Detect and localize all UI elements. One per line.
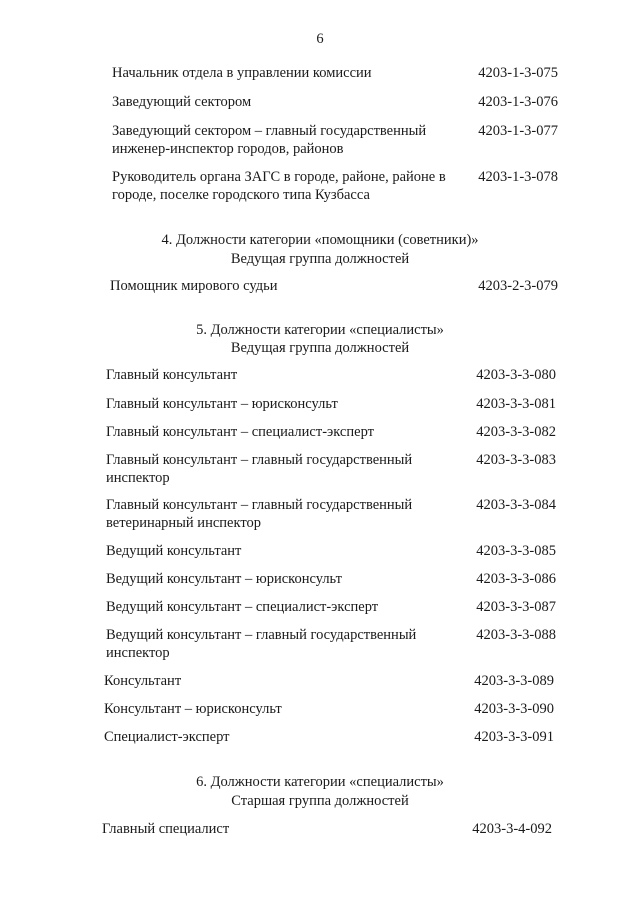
position-row: [112, 64, 558, 82]
position-row: [112, 122, 558, 158]
position-title: Главный консультант – главный государственный ветеринарный инспектор: [106, 497, 413, 531]
position-row: [106, 626, 556, 662]
position-row: [112, 93, 558, 111]
position-title: Ведущий консультант: [106, 543, 242, 559]
position-title: Ведущий консультант – юрисконсульт: [106, 571, 342, 587]
position-title: Главный консультант – главный государственный инспектор: [106, 452, 413, 486]
section-heading: 5. Должности категории «специалисты»: [196, 322, 444, 338]
position-code: 4203-3-3-080: [476, 367, 556, 383]
section-heading: 6. Должности категории «специалисты»: [196, 774, 444, 790]
position-title: Заведующий сектором: [112, 94, 252, 110]
section-heading: 4. Должности категории «помощники (советники)»: [161, 232, 479, 248]
position-code: 4203-3-3-082: [476, 424, 556, 440]
position-title: Консультант – юрисконсульт: [104, 701, 282, 717]
position-title: Главный консультант – специалист-эксперт: [106, 424, 374, 440]
position-code: 4203-3-3-086: [476, 571, 556, 587]
position-row: [112, 168, 558, 204]
group-heading: Ведущая группа должностей: [230, 340, 410, 356]
position-code: 4203-3-3-081: [476, 396, 556, 412]
position-title: Консультант: [104, 673, 182, 689]
position-code: 4203-3-3-089: [474, 673, 554, 689]
position-title: Главный консультант: [106, 367, 238, 383]
group-heading: Старшая группа должностей: [231, 793, 409, 809]
position-code: 4203-1-3-075: [478, 65, 558, 81]
position-row: [106, 451, 556, 487]
position-row: [106, 423, 556, 441]
position-row: [104, 672, 554, 690]
position-row: [106, 366, 556, 384]
position-title: Ведущий консультант – специалист-эксперт: [106, 599, 379, 615]
position-code: 4203-3-3-083: [476, 452, 556, 468]
position-title: Заведующий сектором – главный государственный инженер-инспектор городов, районов: [112, 123, 427, 157]
position-title: Главный консультант – юрисконсульт: [106, 396, 338, 412]
position-code: 4203-3-3-088: [476, 627, 556, 643]
position-row: [102, 820, 552, 838]
position-code: 4203-3-3-084: [476, 497, 556, 513]
group-heading: Ведущая группа должностей: [230, 251, 410, 267]
position-code: 4203-3-3-087: [476, 599, 556, 615]
page-number: 6: [316, 31, 324, 47]
position-code: 4203-3-3-090: [474, 701, 554, 717]
position-row: [106, 395, 556, 413]
position-row: [106, 570, 556, 588]
position-code: 4203-1-3-078: [478, 169, 558, 185]
position-code: 4203-3-3-091: [474, 729, 554, 745]
position-code: 4203-3-4-092: [472, 821, 552, 837]
position-row: [106, 496, 556, 532]
position-code: 4203-1-3-077: [478, 123, 558, 139]
position-title: Главный специалист: [102, 821, 230, 837]
position-code: 4203-2-3-079: [478, 278, 558, 294]
position-row: [104, 700, 554, 718]
position-title: Руководитель органа ЗАГС в городе, районе, районе в городе, поселке городского типа Кузбасса: [112, 169, 446, 203]
position-row: [104, 728, 554, 746]
position-row: [106, 542, 556, 560]
position-row: [106, 598, 556, 616]
position-code: 4203-1-3-076: [478, 94, 558, 110]
position-title: Ведущий консультант – главный государственный инспектор: [106, 627, 417, 661]
position-row: [110, 277, 558, 295]
position-title: Специалист-эксперт: [104, 729, 230, 745]
position-code: 4203-3-3-085: [476, 543, 556, 559]
position-title: Помощник мирового судьи: [110, 278, 278, 294]
position-title: Начальник отдела в управлении комиссии: [112, 65, 372, 81]
